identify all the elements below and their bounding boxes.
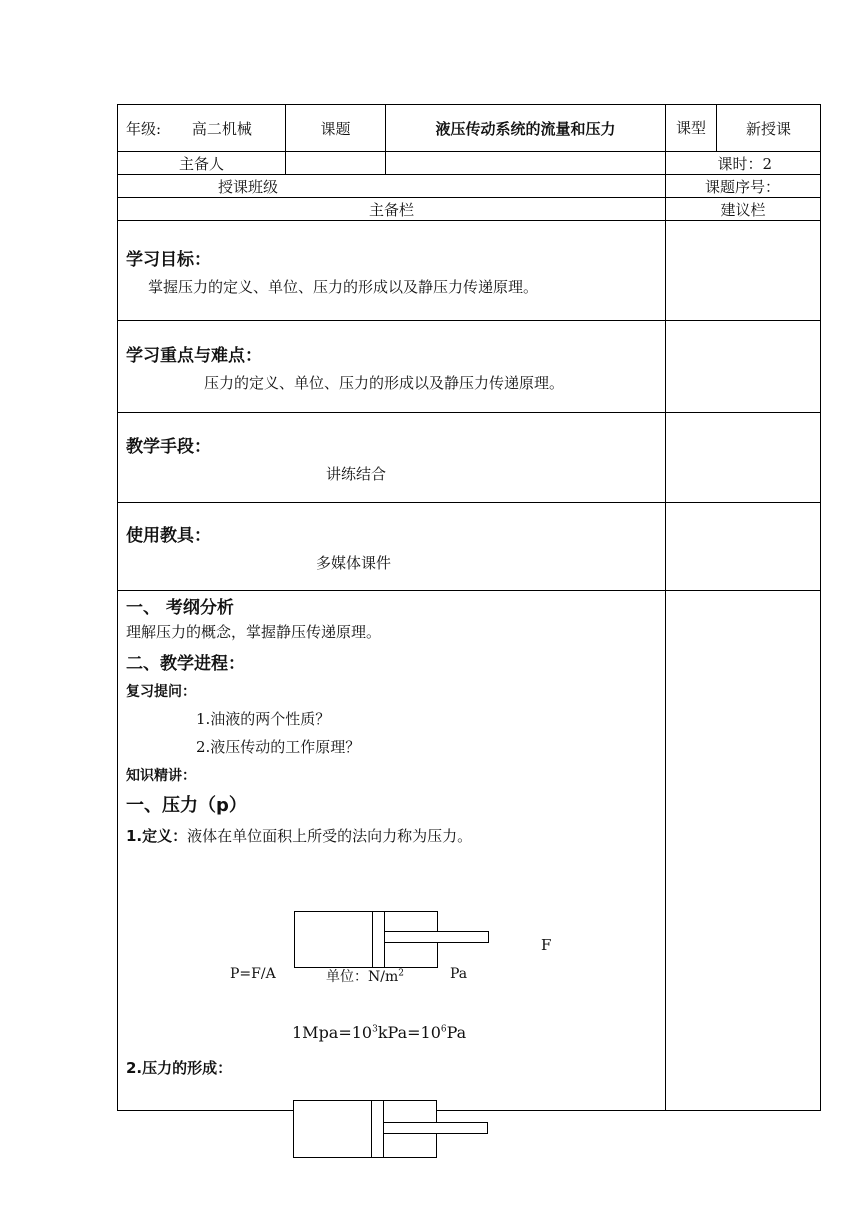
type-value: 新授课 (717, 105, 821, 152)
methods-heading: 教学手段： (126, 436, 211, 457)
preparer-value (286, 152, 386, 175)
methods-suggest (666, 413, 821, 503)
suggest-column-header: 建议栏 (666, 198, 821, 221)
force-label: F (541, 936, 552, 954)
pressure-heading: 一、压力（p） (126, 795, 247, 816)
outline-text: 理解压力的概念，掌握静压传递原理。 (126, 623, 382, 641)
formula: P=F/A (230, 966, 276, 982)
key-points-text: 压力的定义、单位、压力的形成以及静压力传递原理。 (204, 373, 565, 392)
definition-line (126, 825, 472, 846)
topic-label: 课题 (286, 105, 386, 152)
class-label-cell (118, 175, 666, 198)
tools-section (118, 503, 666, 591)
tools-text: 多媒体课件 (316, 553, 392, 572)
key-points-section (118, 321, 666, 413)
knowledge-heading: 知识精讲： (126, 768, 196, 784)
grade-label: 年级: (126, 119, 162, 138)
objectives-heading: 学习目标： (126, 249, 211, 270)
content-section (118, 591, 666, 1111)
preparer-label: 主备人 (118, 152, 286, 175)
unit-label: 单位： (326, 969, 368, 985)
sequence-label: 课题序号： (666, 175, 821, 198)
objectives-suggest (666, 221, 821, 321)
unit-line (326, 966, 404, 986)
main-column-header: 主备栏 (118, 198, 666, 221)
definition-text: 液体在单位面积上所受的法向力称为压力。 (187, 827, 473, 845)
definition-label: 1.定义： (126, 827, 188, 845)
unit-pa: Pa (450, 966, 468, 982)
period-label: 课时：2 (666, 152, 821, 175)
class-label: 授课班级 (218, 177, 279, 196)
methods-section (118, 413, 666, 503)
tools-suggest (666, 503, 821, 591)
tools-heading: 使用教具： (126, 525, 211, 546)
lesson-title: 液压传动系统的流量和压力 (386, 105, 666, 152)
preparer-blank (386, 152, 666, 175)
lesson-plan-table (117, 104, 821, 1111)
methods-text: 讲练结合 (326, 464, 387, 483)
content-suggest (666, 591, 821, 1111)
objectives-text: 掌握压力的定义、单位、压力的形成以及静压力传递原理。 (148, 277, 539, 296)
conversion-line: $1Mpa=10^3kPa=10^6Pa$ (292, 1023, 467, 1042)
review-question-2: 2.液压传动的工作原理？ (196, 738, 361, 756)
key-points-heading: 学习重点与难点： (126, 345, 262, 366)
review-heading: 复习提问： (126, 684, 196, 700)
type-label: 课型 (666, 105, 717, 152)
process-heading: 二、教学进程： (126, 654, 245, 674)
objectives-section (118, 221, 666, 321)
unit-value: N/m (368, 969, 399, 985)
review-question-1: 1.油液的两个性质？ (196, 710, 331, 728)
outline-heading: 一、 考纲分析 (126, 598, 234, 618)
formation-label: 2.压力的形成： (126, 1059, 233, 1077)
key-points-suggest (666, 321, 821, 413)
unit-exponent: 2 (398, 968, 404, 979)
piston-rod (384, 931, 489, 943)
grade-value: 高二机械 (191, 119, 252, 138)
grade-cell (118, 105, 286, 152)
piston-rod-2 (383, 1122, 488, 1134)
